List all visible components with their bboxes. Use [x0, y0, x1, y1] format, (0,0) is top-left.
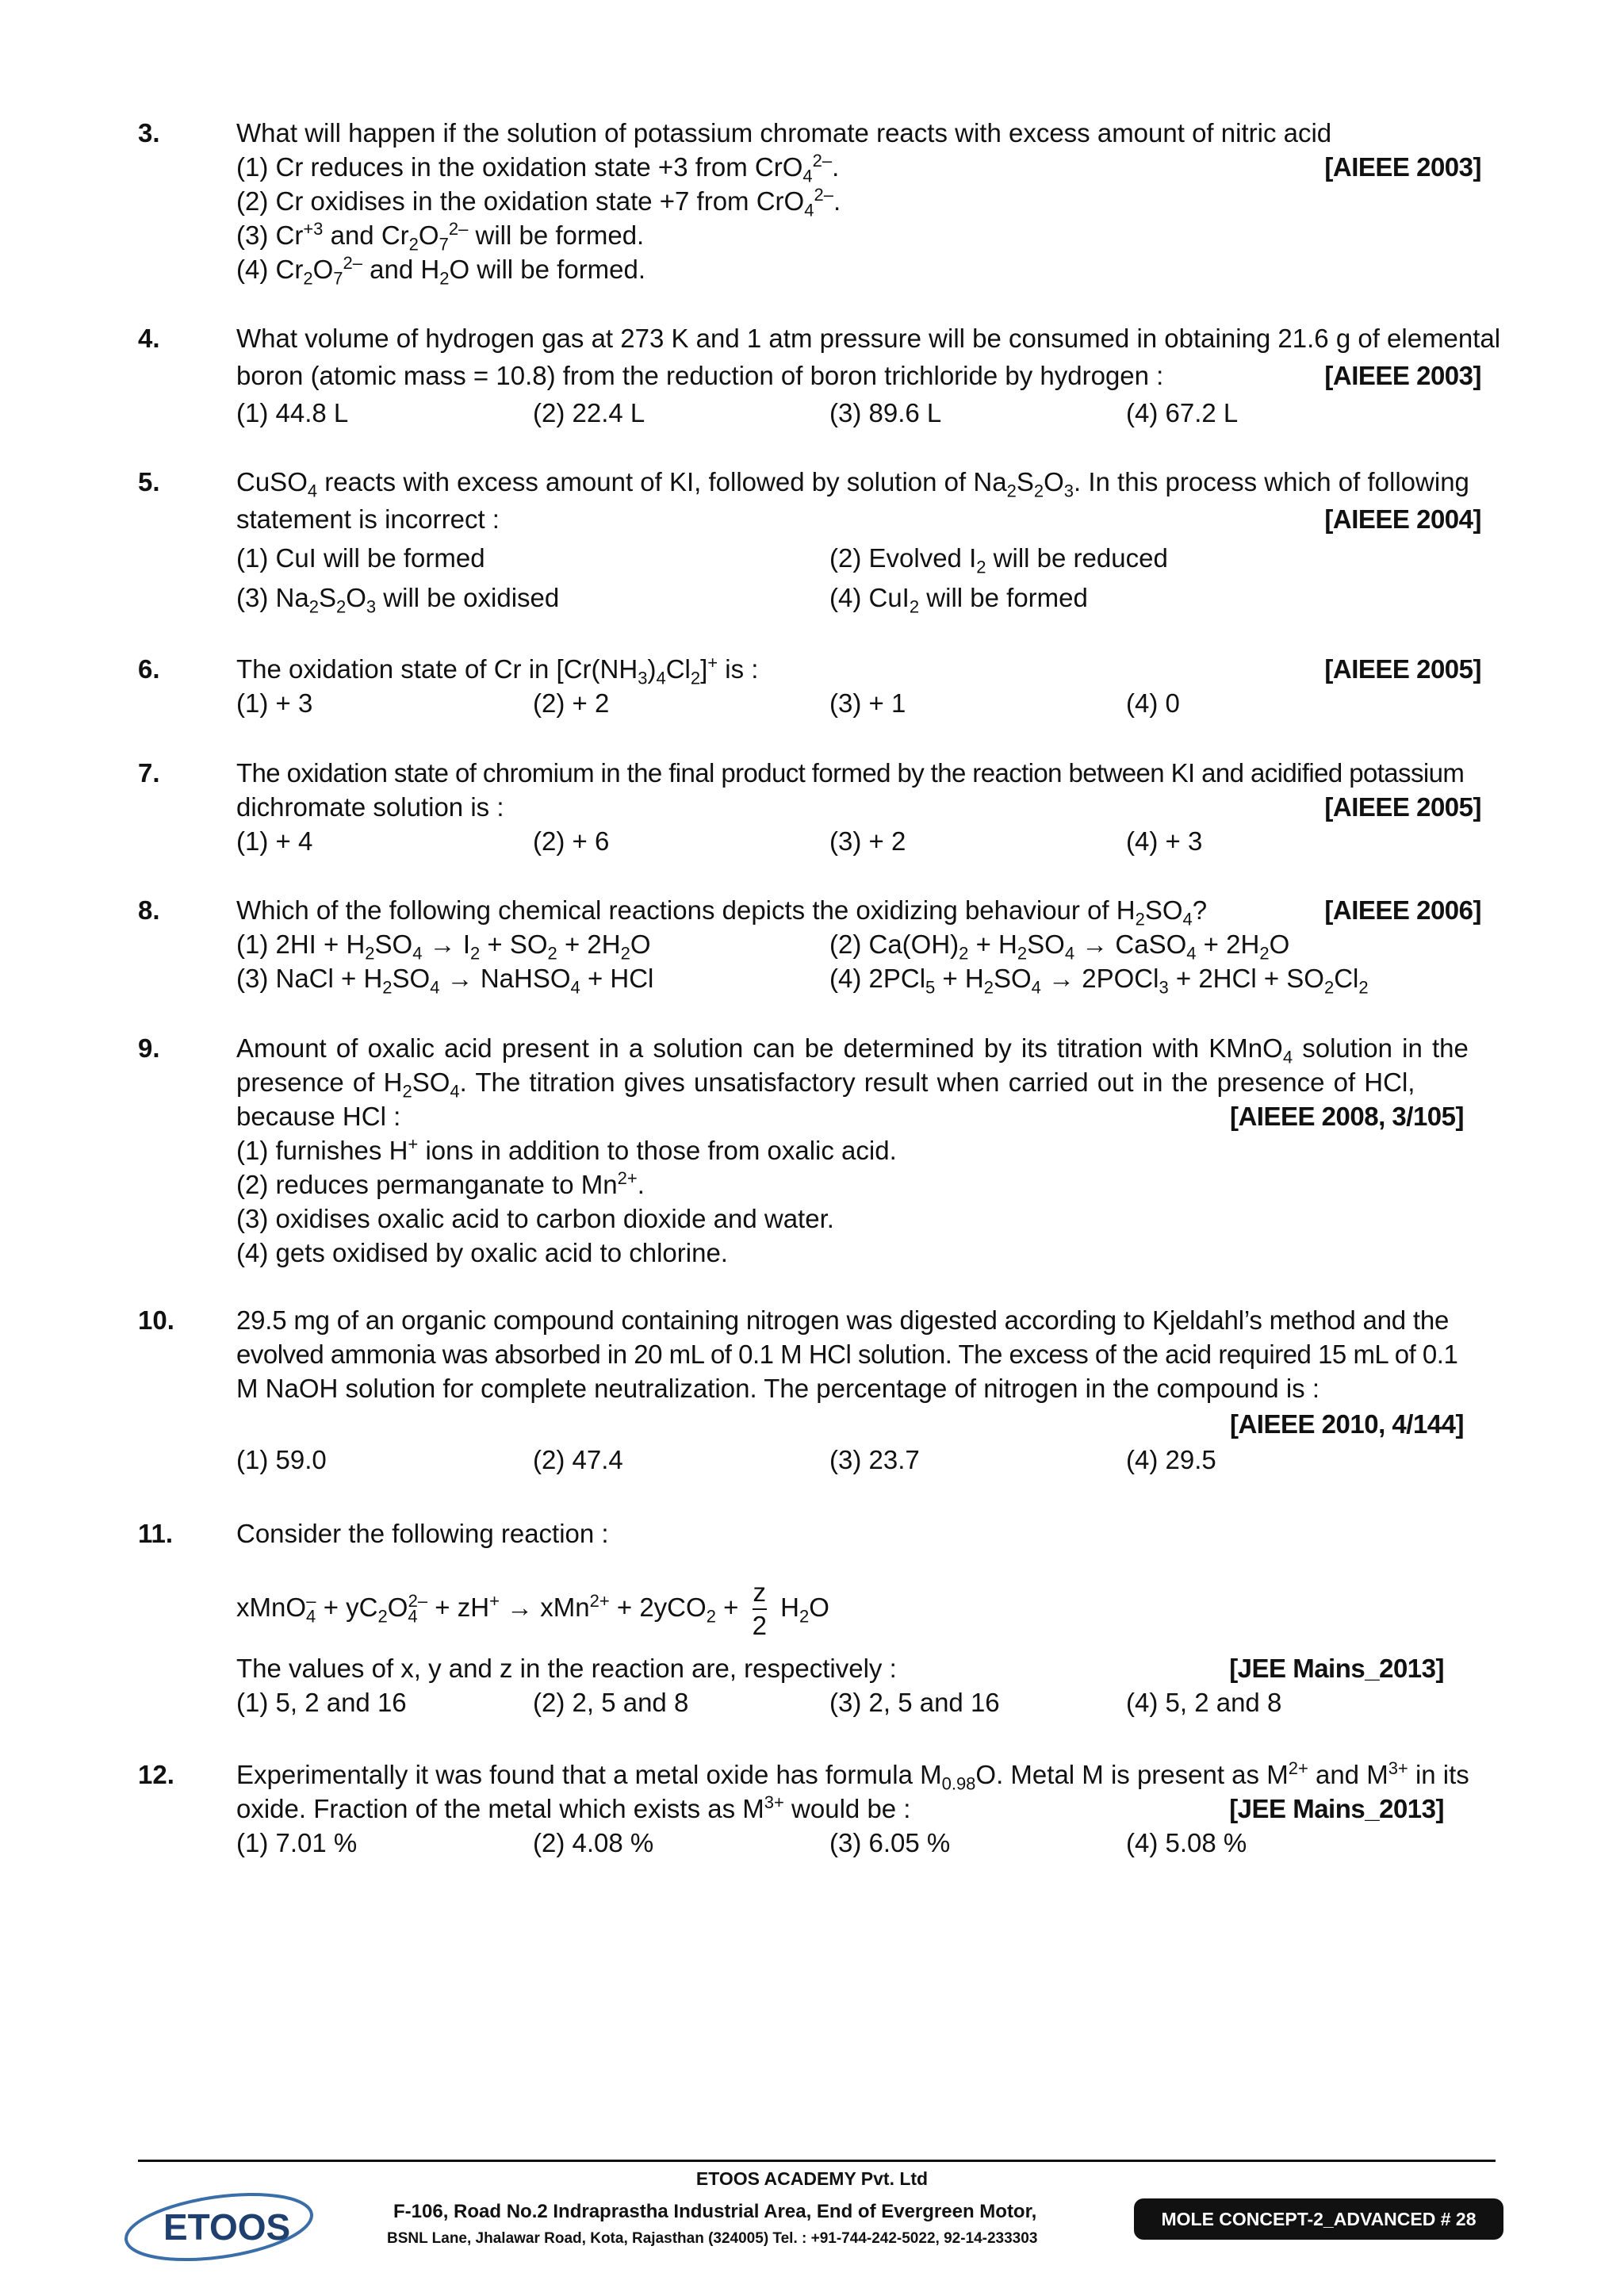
option-3: (3) $Cr^{+3}$ and $Cr_2O_7^{2-}$ will be formed. [236, 219, 645, 255]
option-4: (4) 5, 2 and 8 [1126, 1688, 1282, 1717]
question-number: 9. [138, 1033, 160, 1063]
question-number: 4. [138, 324, 160, 353]
option-4: (4) 67.2 L [1126, 398, 1239, 427]
question-number: 3. [138, 118, 160, 148]
exam-tag: [AIEEE 2005] [1324, 654, 1481, 684]
option-3: (3) 23.7 [829, 1445, 920, 1474]
option-2: (2) reduces permanganate to $Mn^{2+}$. [236, 1168, 645, 1199]
exam-tag: [AIEEE 2003] [1324, 361, 1481, 390]
question-stem-line-1: CuSO$_4$ reacts with excess amount of KI, followed by solution of $Na_2S_2O_3$. In this process which of following [236, 467, 1469, 501]
question-stem-line-3: because HCl : [236, 1102, 401, 1131]
option-3: (3) + 1 [829, 688, 906, 718]
question-number: 5. [138, 467, 160, 496]
option-1: (1) 44.8 L [236, 398, 349, 427]
fraction-z-over-2: $\frac{z}{2}$ [752, 1577, 767, 1641]
option-3: (3) 2, 5 and 16 [829, 1688, 1000, 1717]
question-number: 6. [138, 654, 160, 684]
question-stem-line-1: Experimentally it was found that a metal oxide has formula $M_{0.98}O$. Metal M is present as $M^{2+}$ and $M^{3+}$ in its [236, 1758, 1469, 1794]
question-stem-line-2: presence of $H_2SO_4$. The titration gives unsatisfactory result when carried out in the presence of HCl, [236, 1068, 1415, 1102]
option-4: (4) 0 [1126, 688, 1180, 718]
option-4: (4) $Cr_2O_7^{2-}$ and $H_2O$ will be formed. [236, 253, 646, 289]
etoos-logo [117, 2186, 316, 2265]
reaction-equation: xMnO$_4$– + $yC_2O_4^{2-} + zH^+ \to xMn^{2+} + 2yCO_2$ + $\frac{z}{2}$ $H_2O$ [236, 1577, 829, 1641]
exam-tag: [JEE Mains_2013] [1229, 1654, 1444, 1683]
exam-tag: [AIEEE 2005] [1324, 792, 1481, 822]
question-stem: Which of the following chemical reactions depicts the oxidizing behaviour of $H_2SO_4$? [236, 895, 1208, 930]
option-1: (1) $2HI + H_2SO_4 \to I_2 + SO_2 + 2H_2O$ [236, 930, 651, 964]
option-1: (1) + 4 [236, 826, 313, 856]
option-2: (2) 2, 5 and 8 [533, 1688, 689, 1717]
option-4: (4) + 3 [1126, 826, 1203, 856]
question-stem: The oxidation state of Cr in $[Cr(NH_3)_4Cl_2]^+$ is : [236, 653, 759, 688]
option-2: (2) + 6 [533, 826, 610, 856]
exam-tag: [AIEEE 2008, 3/105] [1229, 1102, 1464, 1131]
question-stem-line-1: Amount of oxalic acid present in a solution can be determined by its titration with KMnO$_4$ solution in the [236, 1033, 1469, 1068]
svg-text:ETOOS: ETOOS [163, 2206, 291, 2248]
question-stem-line-3: M NaOH solution for complete neutralization. The percentage of nitrogen in the compound is : [236, 1374, 1320, 1403]
question-stem-line-1: The oxidation state of chromium in the final product formed by the reaction between KI and acidified potassium [236, 758, 1465, 788]
option-2: (2) Evolved $I_2$ will be reduced [829, 543, 1168, 577]
option-1: (1) furnishes H+ ions in addition to those from oxalic acid. [236, 1134, 897, 1165]
option-3: (3) oxidises oxalic acid to carbon dioxide and water. [236, 1204, 834, 1233]
option-4: (4) 5.08 % [1126, 1828, 1247, 1857]
option-3: (3) + 2 [829, 826, 906, 856]
option-1: (1) Cr reduces in the oxidation state +3 from CrO$_4^{2-}$. [236, 151, 840, 186]
option-1: (1) CuI will be formed [236, 543, 485, 573]
option-1: (1) + 3 [236, 688, 313, 718]
option-3: (3) 6.05 % [829, 1828, 951, 1857]
option-4: (4) CuI$_2$ will be formed [829, 583, 1088, 617]
exam-tag: [AIEEE 2010, 4/144] [1229, 1409, 1464, 1439]
question-number: 11. [138, 1519, 174, 1548]
option-1: (1) 59.0 [236, 1445, 327, 1474]
option-2: (2) 47.4 [533, 1445, 623, 1474]
option-4: (4) $2PCl_5 + H_2SO_4$ → 2POCl$_3$ + $2HCl + SO_2Cl_2$ [829, 964, 1369, 998]
question-stem: What will happen if the solution of potassium chromate reacts with excess amount of nitric acid [236, 118, 1332, 148]
exam-tag: [AIEEE 2006] [1324, 895, 1481, 925]
question-number: 12. [138, 1760, 174, 1789]
footer-address-line-2: BSNL Lane, Jhalawar Road, Kota, Rajasthan (324005) Tel. : +91-744-242-5022, 92-14-233303 [387, 2230, 1038, 2247]
option-3: (3) NaCl + $H_2SO_4$ → NaHSO$_4$ + HCl [236, 964, 654, 998]
option-3: (3) $Na_2S_2O_3$ will be oxidised [236, 583, 560, 617]
option-1: (1) 5, 2 and 16 [236, 1688, 407, 1717]
footer-address-line-1: F-106, Road No.2 Indraprastha Industrial Area, End of Evergreen Motor, [393, 2201, 1037, 2222]
option-2: (2) 22.4 L [533, 398, 645, 427]
question-stem-line-2: oxide. Fraction of the metal which exists as $M^{3+}$ would be : [236, 1792, 911, 1823]
question-number: 8. [138, 895, 160, 925]
question-stem-line-2: evolved ammonia was absorbed in 20 mL of 0.1 M HCl solution. The excess of the acid required 15 mL of 0.1 [236, 1340, 1458, 1369]
question-stem-line-2: boron (atomic mass = 10.8) from the reduction of boron trichloride by hydrogen : [236, 361, 1164, 390]
question-stem-line-2: The values of x, y and z in the reaction are, respectively : [236, 1654, 897, 1683]
question-stem-line-1: 29.5 mg of an organic compound containing nitrogen was digested according to Kjeldahl’s method and the [236, 1305, 1450, 1335]
option-2: (2) + 2 [533, 688, 610, 718]
question-stem: Consider the following reaction : [236, 1519, 609, 1548]
option-1: (1) 7.01 % [236, 1828, 358, 1857]
option-4: (4) 29.5 [1126, 1445, 1216, 1474]
exam-tag: [JEE Mains_2013] [1229, 1794, 1444, 1823]
question-number: 7. [138, 758, 160, 788]
option-3: (3) 89.6 L [829, 398, 942, 427]
question-stem-line-2: dichromate solution is : [236, 792, 504, 822]
option-2: (2) Cr oxidises in the oxidation state +7 from CrO$_4^{2-}$. [236, 185, 841, 220]
question-stem-line-1: What volume of hydrogen gas at 273 K and 1 atm pressure will be consumed in obtaining 21.6 g of elemental [236, 324, 1501, 353]
exam-tag: [AIEEE 2003] [1324, 152, 1481, 182]
option-2: (2) 4.08 % [533, 1828, 654, 1857]
footer-company-name: ETOOS ACADEMY Pvt. Ltd [695, 2168, 929, 2189]
option-4: (4) gets oxidised by oxalic acid to chlorine. [236, 1238, 728, 1267]
question-number: 10. [138, 1305, 174, 1335]
exam-tag: [AIEEE 2004] [1324, 504, 1481, 534]
footer-divider [138, 2160, 1496, 2162]
footer-page-badge: MOLE CONCEPT-2_ADVANCED # 28 [1134, 2198, 1503, 2240]
question-stem-line-2: statement is incorrect : [236, 504, 500, 534]
option-2: (2) $Ca(OH)_2 + H_2SO_4$ → CaSO$_4$ + $2H_2O$ [829, 930, 1290, 964]
